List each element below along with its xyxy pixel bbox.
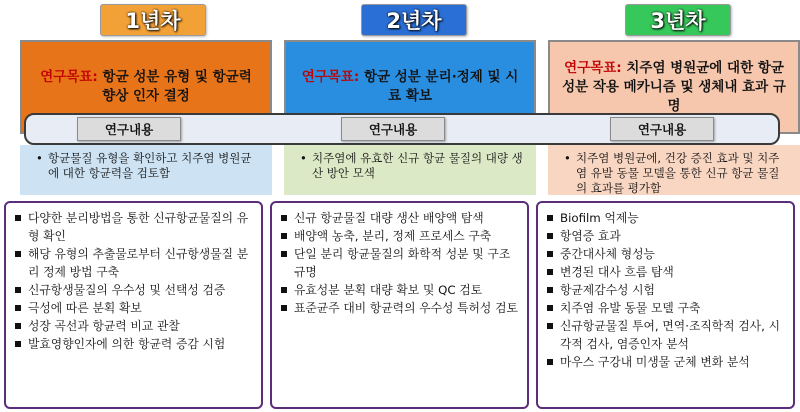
goal-label: 연구목표: [40, 69, 98, 85]
detail-item: 마우스 구강내 미생물 군체 변화 분석 [546, 353, 787, 371]
year-tab-2: 2년차 [361, 4, 467, 36]
bullet-dot: • [36, 151, 43, 165]
goal-text: 치주염 병원균에 대한 항균 성분 작용 메카니즘 및 생체내 효과 규명 [562, 59, 786, 114]
detail-item: 다양한 분리방법을 통한 신규항균물질의 유형 확인 [14, 209, 255, 245]
goal-label: 연구목표: [564, 59, 622, 76]
detail-item: 성장 곡선과 항균력 비교 관찰 [14, 317, 255, 335]
goal-text: 항균 성분 분리·정제 및 시료 확보 [363, 69, 519, 104]
detail-item: 유효성분 분획 대량 확보 및 QC 검토 [280, 281, 521, 299]
detail-item: 배양액 농축, 분리, 정제 프로세스 구축 [280, 227, 521, 245]
summary-box-2 [284, 145, 536, 195]
detail-item: 신규항균물질 투여, 면역·조직학적 검사, 시각적 검사, 염증인자 분석 [546, 317, 787, 353]
detail-item: 신규항생물질의 우수성 및 선택성 검증 [14, 281, 255, 299]
detail-item: 변경된 대사 흐름 탐색 [546, 263, 787, 281]
detail-item: 항염증 효과 [546, 227, 787, 245]
year-tab-3: 3년차 [625, 4, 731, 36]
summary-text: 항균물질 유형을 확인하고 치주염 병원균에 대한 항균력을 검토함 [48, 151, 252, 180]
detail-list [14, 209, 255, 353]
detail-item: 단일 분리 항균물질의 화학적 성분 및 구조 규명 [280, 245, 521, 281]
goal-label: 연구목표: [301, 69, 360, 85]
detail-item: 해당 유형의 추출물로부터 신규항생물질 분리 정제 방법 구축 [14, 245, 255, 281]
detail-list [546, 209, 787, 371]
goal-text: 항균 성분 유형 및 항균력 향상 인자 결정 [102, 69, 252, 104]
detail-box-1 [4, 201, 263, 409]
detail-item: 치주염 유발 동물 모델 구축 [546, 299, 787, 317]
detail-item: 표준균주 대비 항균력의 우수성 특허성 검토 [280, 299, 521, 317]
detail-item: 극성에 따른 분획 확보 [14, 299, 255, 317]
detail-box-3 [536, 201, 795, 409]
bullet-dot: • [300, 151, 307, 165]
detail-list [280, 209, 521, 317]
detail-item: 신규 항균물질 대량 생산 배양액 탐색 [280, 209, 521, 227]
summary-box-1 [20, 145, 272, 195]
content-tab-3: 연구내용 [610, 117, 714, 141]
detail-item: Biofilm 억제능 [546, 209, 787, 227]
detail-item: 발효영향인자에 의한 항균력 증감 시험 [14, 335, 255, 353]
content-tab-2: 연구내용 [341, 117, 445, 141]
bullet-dot: • [564, 151, 571, 165]
content-tab-1: 연구내용 [77, 117, 181, 141]
detail-item: 중간대사체 형성능 [546, 245, 787, 263]
year-tab-1: 1년차 [100, 4, 206, 36]
detail-box-2 [270, 201, 529, 409]
detail-item: 항균제감수성 시험 [546, 281, 787, 299]
summary-box-3 [548, 145, 800, 195]
summary-text: 치주염에 유효한 신규 항균 물질의 대량 생산 방안 모색 [312, 151, 523, 180]
summary-text: 치주염 병원균에, 건강 증진 효과 및 치주염 유발 동물 모델을 통한 신규 항균 물질의 효과를 평가함 [576, 151, 780, 195]
